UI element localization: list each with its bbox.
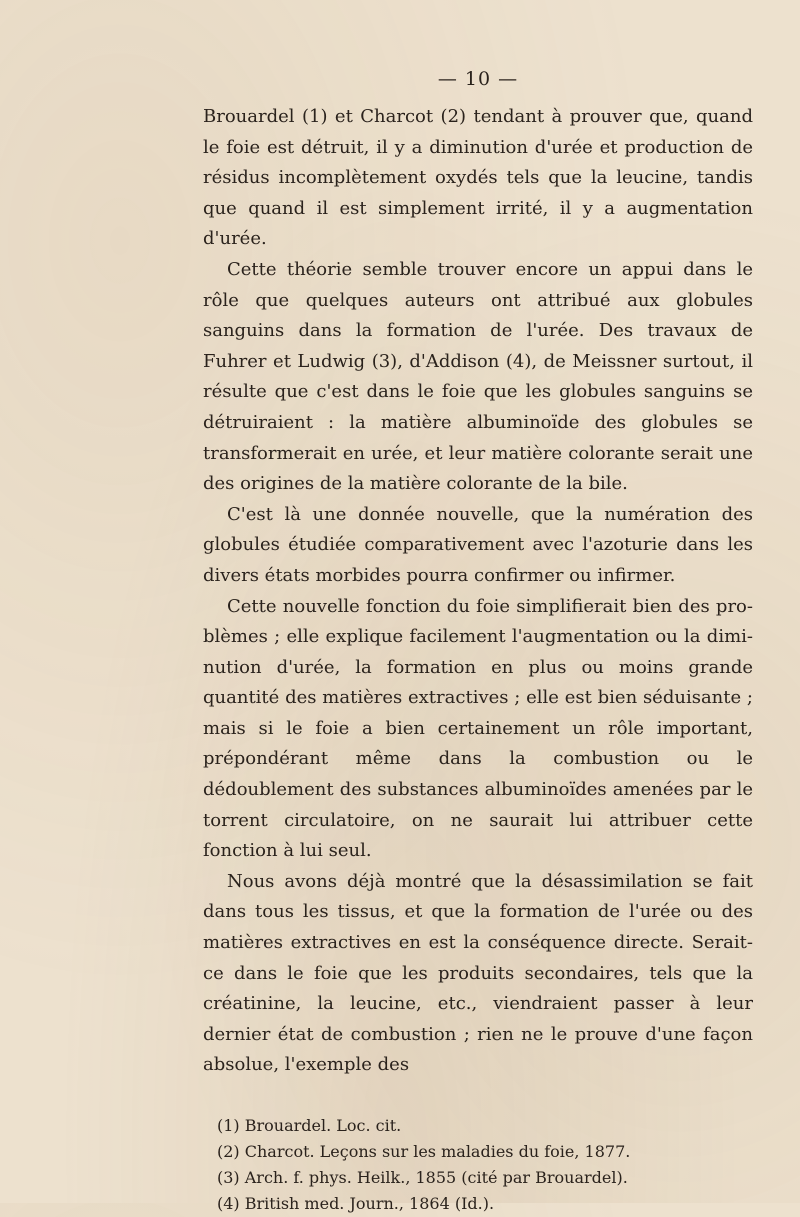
footnote: (3) Arch. f. phys. Heilk., 1855 (cité par Brouardel). [217, 1168, 628, 1187]
paragraph: C'est là une donnée nouvelle, que la numération des globules étudiée comparativement avec l'azoturie dans les divers états morbides pourra confirmer ou infirmer. [203, 503, 753, 586]
page-number: — 10 — [437, 68, 519, 90]
footnotes [203, 1113, 753, 1217]
footnote: (2) Charcot. Leçons sur les maladies du foie, 1877. [217, 1142, 631, 1161]
book-page [203, 66, 753, 1217]
paragraph: Brouardel (1) et Charcot (2) tendant à prouver que, quand le foie est détruit, il y a diminution d'urée et production de résidus incomplètement oxydés tels que la leucine, tandis que quand il est simplement irrité, il y a augmentation d'urée. [203, 106, 753, 250]
footnote: (1) Brouardel. Loc. cit. [217, 1116, 402, 1135]
paragraph: Nous avons déjà montré que la désassimilation se fait dans tous les tissus, et que la formation de l'urée ou des matières extractives en est la conséquence directe. Serait-ce dans le foie que les produits secondaires, tels que la créatinine, la leucine, etc., viendraient passer à leur dernier état de combustion ; rien ne le prouve d'une façon absolue, l'exemple des [203, 870, 753, 1076]
paragraph: Cette théorie semble trouver encore un appui dans le rôle que quelques auteurs ont attribué aux globules sanguins dans la formation de l'urée. Des travaux de Fuhrer et Ludwig (3), d'Addison (4), de Meissner surtout, il résulte que c'est dans le foie que les globules sanguins se détruiraient : la matière albuminoïde des globules se transformerait en urée, et leur matière colorante serait une des origines de la matière colorante de la bile. [203, 258, 753, 495]
body-text [203, 102, 753, 1081]
footnote: (4) British med. Journ., 1864 (Id.). [217, 1194, 495, 1213]
paragraph: Cette nouvelle fonction du foie simplifierait bien des problèmes ; elle explique facilement l'augmentation ou la diminution d'urée, la formation en plus ou moins grande quantité des matières extractives ; elle est bien séduisante ; mais si le foie a bien certainement un rôle important, prépondérant même dans la combustion ou le dédoublement des substances albuminoïdes amenées par le torrent circulatoire, on ne saurait lui attribuer cette fonction à lui seul. [203, 595, 753, 862]
